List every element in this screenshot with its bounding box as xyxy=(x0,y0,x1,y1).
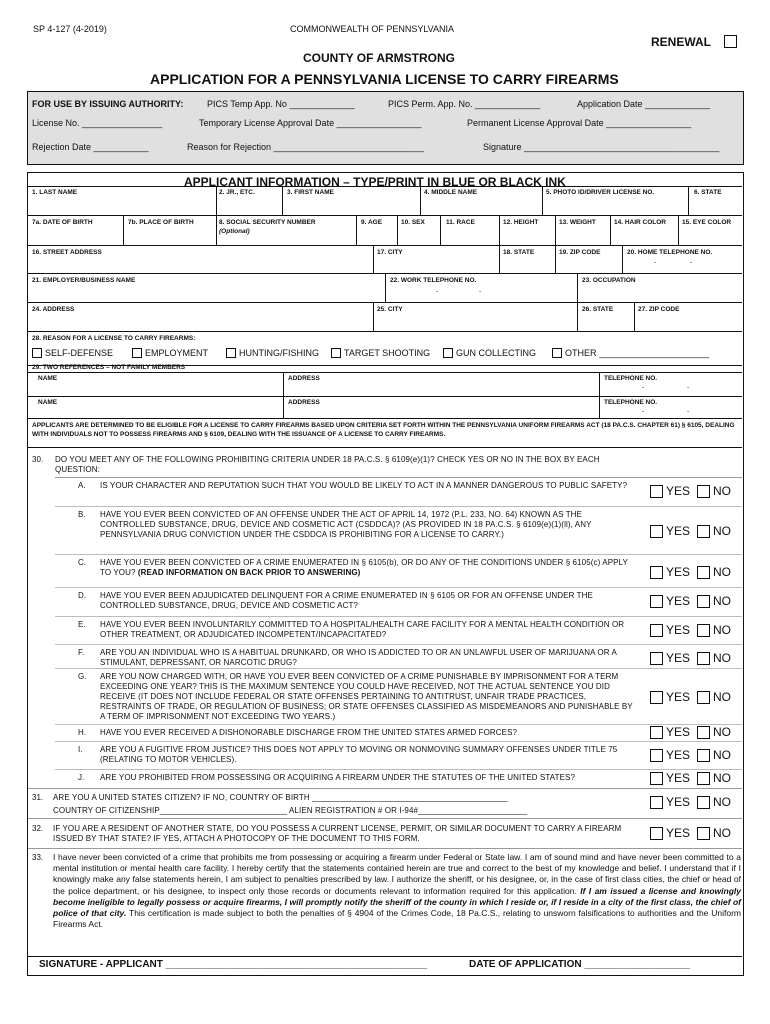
last-name-label: 1. LAST NAME xyxy=(32,189,78,196)
q30-item-question: HAVE YOU EVER BEEN CONVICTED OF AN OFFENSE UNDER THE ACT OF APRIL 14, 1972 (P.L. 233, NO. 64) KNOWN AS THE CONTROLLED SUBSTANCE, DRUG, DEVICE AND COSMETIC ACT (CSDDCA)? (AS PROVIDED IN 18 PA.C.S. § 6109(e)(1)(ll), ANY PENNSYLVANIA DRUG CONVICTION UNDER THE CSDDCA IS PROHIBITING FOR A LICENSE TO CARRY.) xyxy=(100,510,592,539)
q30-item-letter: I. xyxy=(78,745,83,754)
no-label: NO xyxy=(713,565,732,579)
work-phone-dash-1: - xyxy=(436,288,439,295)
q30-answer[interactable] xyxy=(650,651,731,665)
home-phone-dash-1: - xyxy=(654,259,657,266)
ssn-label: 8. SOCIAL SECURITY NUMBER xyxy=(219,219,316,226)
q30-item-letter: H. xyxy=(78,728,86,737)
q30-item-question: HAVE YOU EVER BEEN ADJUDICATED DELINQUENT FOR A CRIME ENUMERATED IN § 6105 OR FOR AN OFFENSE UNDER THE CONTROLLED SUBSTANCE, DRUG, DEVICE AND COSMETIC ACT? xyxy=(100,591,593,610)
home-phone-label: 20. HOME TELEPHONE NO. xyxy=(627,249,713,256)
q32-number: 32. xyxy=(32,824,44,833)
ref1-phone-label: TELEPHONE NO. xyxy=(604,375,658,382)
q30-item-text xyxy=(100,558,637,578)
city-label: 17. CITY xyxy=(377,249,403,256)
q30-item-question: ARE YOU PROHIBITED FROM POSSESSING OR ACQUIRING A FIREARM UNDER THE STATUTES OF THE UNITED STATES? xyxy=(100,773,576,782)
license-no-field[interactable]: License No. ________________ xyxy=(32,118,163,128)
state-18-label: 18. STATE xyxy=(503,249,535,256)
hunting-checkbox[interactable] xyxy=(226,348,236,358)
q32-answer[interactable]: YES NO xyxy=(650,826,731,840)
height-label: 12. HEIGHT xyxy=(503,219,539,226)
yes-label: YES xyxy=(666,484,691,498)
jr-label: 2. JR., ETC. xyxy=(219,189,255,196)
q30-item-bold-note: (READ INFORMATION ON BACK PRIOR TO ANSWERING) xyxy=(137,568,361,577)
no-label: NO xyxy=(713,651,732,665)
other-checkbox[interactable] xyxy=(552,348,562,358)
pics-perm-field[interactable]: PICS Perm. App. No. _____________ xyxy=(388,99,541,109)
place-of-birth-label: 7b. PLACE OF BIRTH xyxy=(128,219,194,226)
ref2-phone-label: TELEPHONE NO. xyxy=(604,399,658,406)
no-label: NO xyxy=(713,771,732,785)
photo-id-label: 5. PHOTO ID/DRIVER LICENSE NO. xyxy=(546,189,655,196)
q30-answer[interactable] xyxy=(650,484,731,498)
no-label: NO xyxy=(713,623,732,637)
q30-item-text xyxy=(100,745,637,765)
state-label: 6. STATE xyxy=(694,189,722,196)
q30-item-text xyxy=(100,648,637,668)
occupation-label: 23. OCCUPATION xyxy=(582,277,636,284)
applicant-heading: APPLICANT INFORMATION – TYPE/PRINT IN BLUE OR BLACK INK xyxy=(184,175,566,189)
reason-self-defense[interactable]: SELF-DEFENSE xyxy=(32,348,113,358)
references-label: 29. TWO REFERENCES – NOT FAMILY MEMBERS xyxy=(32,364,186,371)
yes-checkbox[interactable] xyxy=(650,772,663,785)
zip-label: 19. ZIP CODE xyxy=(559,249,601,256)
ref2-dash-1: - xyxy=(642,408,645,415)
no-label: NO xyxy=(713,748,732,762)
street-address-label: 16. STREET ADDRESS xyxy=(32,249,102,256)
no-checkbox[interactable] xyxy=(697,595,710,608)
no-checkbox[interactable] xyxy=(697,485,710,498)
no-label: NO xyxy=(713,594,732,608)
q31-line2: COUNTRY OF CITIZENSHIP____________________________ ALIEN REGISTRATION # OR I-94#________________________ xyxy=(53,806,528,815)
no-checkbox[interactable] xyxy=(697,691,710,704)
reason-gun-collecting[interactable]: GUN COLLECTING xyxy=(443,348,536,358)
age-label: 9. AGE xyxy=(361,219,383,226)
q30-item-question: ARE YOU A FUGITIVE FROM JUSTICE? THIS DOES NOT APPLY TO MOVING OR NONMOVING SUMMARY OFFENSES UNDER TITLE 75 (RELATING TO MOTOR VEHICLES). xyxy=(100,745,618,764)
q30-item-letter: C. xyxy=(78,558,86,567)
self-defense-checkbox[interactable] xyxy=(32,348,42,358)
work-phone-label: 22. WORK TELEPHONE NO. xyxy=(390,277,477,284)
weight-label: 13. WEIGHT xyxy=(559,219,596,226)
q30-item-letter: J. xyxy=(78,773,85,782)
q31-answer[interactable]: YES NO xyxy=(650,795,731,809)
ref1-name-label: NAME xyxy=(38,375,58,382)
q33-text-1: I have never been convicted of a crime that prohibits me from possessing or acquiring a firearm under Federal or State law. I am of sound mind and have never been committed to a mental institution or mental health care facility. I hereby certify that the statements contained herein are true and correct to the best of my knowledge and belief. I understand that if I knowingly make any false statements herein, I am subject to penalties prescribed by law. I authorize the sheriff, or his designee, or, in the case of first class cities, the chief or head of the police department, or his designee, to inspect only those records or documents relevant to information required for this application. xyxy=(53,852,741,896)
q30-answer[interactable] xyxy=(650,594,731,608)
q33-number: 33. xyxy=(32,853,44,862)
ref2-name-label: NAME xyxy=(38,399,58,406)
yes-checkbox[interactable] xyxy=(650,652,663,665)
hair-color-label: 14. HAIR COLOR xyxy=(614,219,667,226)
perm-approval-field[interactable]: Permanent License Approval Date _________________ xyxy=(467,118,692,128)
q30-item-letter: E. xyxy=(78,620,86,629)
date-of-application-field[interactable]: DATE OF APPLICATION ___________________ xyxy=(469,959,691,970)
yes-label: YES xyxy=(666,771,691,785)
reason-target-shooting[interactable]: TARGET SHOOTING xyxy=(331,348,430,358)
work-phone-dash-2: - xyxy=(479,288,482,295)
yes-checkbox[interactable] xyxy=(650,485,663,498)
no-label: NO xyxy=(713,484,732,498)
yes-checkbox[interactable] xyxy=(650,749,663,762)
q33-text-2: This certification is made subject to both the penalties of § 4904 of the Crimes Code, 18 Pa.C.S., relating to unsworn falsifications to authorities and the Uniform Firearms Act. xyxy=(53,908,741,930)
q30-item-letter: F. xyxy=(78,648,85,657)
q30-item-text xyxy=(100,591,637,611)
q30-item-text xyxy=(100,481,637,491)
reason-employment[interactable]: EMPLOYMENT xyxy=(132,348,208,358)
ssn-optional-label: (Optional) xyxy=(219,228,250,235)
reason-hunting[interactable]: HUNTING/FISHING xyxy=(226,348,319,358)
first-name-label: 3. FIRST NAME xyxy=(287,189,334,196)
q30-text: DO YOU MEET ANY OF THE FOLLOWING PROHIBITING CRITERIA UNDER 18 PA.C.S. § 6109(e)(1)? CHECK YES OR NO IN THE BOX BY EACH QUESTION: xyxy=(55,455,600,474)
dob-label: 7a. DATE OF BIRTH xyxy=(32,219,93,226)
no-checkbox[interactable] xyxy=(697,749,710,762)
q31-yes-checkbox[interactable] xyxy=(650,796,663,809)
yes-label: YES xyxy=(666,565,691,579)
yes-checkbox[interactable] xyxy=(650,624,663,637)
q31-line1: ARE YOU A UNITED STATES CITIZEN? IF NO, COUNTRY OF BIRTH ___________________________________________ xyxy=(53,793,508,802)
no-checkbox[interactable] xyxy=(697,726,710,739)
q31-no-checkbox[interactable] xyxy=(697,796,710,809)
pics-temp-field[interactable]: PICS Temp App. No _____________ xyxy=(207,99,355,109)
q30-answer[interactable] xyxy=(650,725,731,739)
applicant-signature-field[interactable]: SIGNATURE - APPLICANT _______________________________________________ xyxy=(39,959,428,970)
application-date-field[interactable]: Application Date _____________ xyxy=(577,99,711,109)
race-label: 11. RACE xyxy=(446,219,475,226)
rejection-date-field[interactable]: Rejection Date ___________ xyxy=(32,142,149,152)
reason-rejection-field[interactable]: Reason for Rejection ______________________________ xyxy=(187,142,424,152)
yes-checkbox[interactable] xyxy=(650,595,663,608)
commonwealth-label: COMMONWEALTH OF PENNSYLVANIA xyxy=(290,24,455,34)
yes-label: YES xyxy=(666,725,691,739)
ref1-dash-1: - xyxy=(642,384,645,391)
middle-name-label: 4. MIDDLE NAME xyxy=(424,189,478,196)
yes-label: YES xyxy=(666,623,691,637)
employment-checkbox[interactable] xyxy=(132,348,142,358)
city-25-label: 25. CITY xyxy=(377,306,403,313)
yes-label: YES xyxy=(666,690,691,704)
q30-answer[interactable] xyxy=(650,565,731,579)
no-checkbox[interactable] xyxy=(697,566,710,579)
q30-item-letter: D. xyxy=(78,591,86,600)
q30-answer[interactable] xyxy=(650,748,731,762)
reason-label: 28. REASON FOR A LICENSE TO CARRY FIREARMS: xyxy=(32,335,196,342)
yes-checkbox[interactable] xyxy=(650,566,663,579)
q32-yes-checkbox[interactable] xyxy=(650,827,663,840)
yes-label: YES xyxy=(666,651,691,665)
ref2-dash-2: - xyxy=(687,408,690,415)
renewal-label: RENEWAL xyxy=(651,35,711,49)
for-use-label: FOR USE BY ISSUING AUTHORITY: xyxy=(32,99,184,109)
q30-item-letter: A. xyxy=(78,481,86,490)
q32-no-checkbox[interactable] xyxy=(697,827,710,840)
no-label: NO xyxy=(713,725,732,739)
zip-27-label: 27. ZIP CODE xyxy=(638,306,680,313)
no-checkbox[interactable] xyxy=(697,624,710,637)
sex-label: 10. SEX xyxy=(401,219,425,226)
no-label: NO xyxy=(713,524,732,538)
q30-answer[interactable] xyxy=(650,771,731,785)
address-label: 24. ADDRESS xyxy=(32,306,75,313)
yes-checkbox[interactable] xyxy=(650,691,663,704)
q30-answer[interactable] xyxy=(650,623,731,637)
authority-signature-field[interactable]: Signature _______________________________________ xyxy=(483,142,720,152)
q30-item-text xyxy=(100,773,637,783)
employer-label: 21. EMPLOYER/BUSINESS NAME xyxy=(32,277,136,284)
no-checkbox[interactable] xyxy=(697,772,710,785)
q30-item-text xyxy=(100,510,637,540)
q30-item-text xyxy=(100,728,637,738)
temp-approval-field[interactable]: Temporary License Approval Date _________________ xyxy=(199,118,422,128)
county-title: COUNTY OF ARMSTRONG xyxy=(303,51,455,65)
q31-number: 31. xyxy=(32,793,44,802)
q30-item-text xyxy=(100,672,637,722)
q30-answer[interactable] xyxy=(650,524,731,538)
q30-item-question: HAVE YOU EVER RECEIVED A DISHONORABLE DISCHARGE FROM THE UNITED STATES ARMED FORCES? xyxy=(100,728,518,737)
q30-item-question: HAVE YOU EVER BEEN INVOLUNTARILY COMMITTED TO A HOSPITAL/HEALTH CARE FACILITY FOR A MENTAL HEALTH CONDITION OR OTHER TREATMENT, OR ADJUDICATED INCOMPETENT/INCAPACITATED? xyxy=(100,620,625,639)
gun-collecting-checkbox[interactable] xyxy=(443,348,453,358)
q30-item-letter: B. xyxy=(78,510,86,519)
no-checkbox[interactable] xyxy=(697,525,710,538)
q30-item-letter: G. xyxy=(78,672,87,681)
ref1-address-label: ADDRESS xyxy=(288,375,320,382)
reason-other[interactable]: OTHER ______________________ xyxy=(552,348,709,358)
yes-label: YES xyxy=(666,524,691,538)
q30-item-question: ARE YOU NOW CHARGED WITH, OR HAVE YOU EVER BEEN CONVICTED OF A CRIME PUNISHABLE BY IMPRISONMENT FOR A TERM EXCEEDING ONE YEAR? THIS IS THE MAXIMUM SENTENCE YOU COULD HAVE RECEIVED, NOT THE ACTUAL SENTENCE YOU DID RECEIVE (IT DOES NOT INCLUDE FEDERAL OR STATE OFFENSES PERTAINING TO ANTITRUST, UNFAIR TRADE PRACTICES, RESTRAINTS OF TRADE, OR REGULATION OF BUSINESS; OR STATE OFFENSES CLASSIFIED AS MISDEMEANORS AND PUNISHABLE BY A TERM OF IMPRISONMENT NOT EXCEEDING TWO YEARS.) xyxy=(100,672,633,721)
q33-certification xyxy=(53,852,741,930)
yes-label: YES xyxy=(666,748,691,762)
q30-number: 30. xyxy=(32,455,44,464)
target-shooting-checkbox[interactable] xyxy=(331,348,341,358)
yes-label: YES xyxy=(666,594,691,608)
page-title: APPLICATION FOR A PENNSYLVANIA LICENSE TO CARRY FIREARMS xyxy=(150,71,619,87)
q30-item-question: IS YOUR CHARACTER AND REPUTATION SUCH THAT YOU WOULD BE LIKELY TO ACT IN A MANNER DANGEROUS TO PUBLIC SAFETY? xyxy=(100,481,628,490)
eye-color-label: 15. EYE COLOR xyxy=(682,219,732,226)
q33-bold: If I am issued a license and knowingly become ineligible to legally possess or acquire firearms, I will promptly notify the sheriff of the county in which I reside or, if I reside in a city of the first class, the chief of police of that city. xyxy=(53,885,741,919)
yes-checkbox[interactable] xyxy=(650,726,663,739)
renewal-checkbox[interactable] xyxy=(724,35,737,48)
home-phone-dash-2: - xyxy=(690,259,693,266)
eligibility-text: APPLICANTS ARE DETERMINED TO BE ELIGIBLE FOR A LICENSE TO CARRY FIREARMS BASED UPON CRITERIA SET FORTH WITHIN THE PENNSYLVANIA UNIFORM FIREARMS ACT (18 PA.C.S. CHAPTER 61) § 6105, DEALING WITH INDIVIDUALS NOT TO POSSESS FIREARMS AND § 6109, DEALING WITH THE ISSUANCE OF A LICENSE TO CARRY FIREARMS. xyxy=(32,422,735,438)
ref2-address-label: ADDRESS xyxy=(288,399,320,406)
q30-item-question: HAVE YOU EVER BEEN CONVICTED OF A CRIME ENUMERATED IN § 6105(b), OR DO ANY OF THE CONDITIONS UNDER § 6105(c) APPLY TO YOU? xyxy=(100,558,628,577)
q30-item-text xyxy=(100,620,637,640)
ref1-dash-2: - xyxy=(687,384,690,391)
q30-answer[interactable] xyxy=(650,690,731,704)
no-label: NO xyxy=(713,690,732,704)
state-26-label: 26. STATE xyxy=(582,306,614,313)
form-id: SP 4-127 (4-2019) xyxy=(33,24,107,34)
q30-item-question: ARE YOU AN INDIVIDUAL WHO IS A HABITUAL DRUNKARD, OR WHO IS ADDICTED TO OR AN UNLAWFUL USER OF MARIJUANA OR A STIMULANT, DEPRESSANT, OR NARCOTIC DRUG? xyxy=(100,648,617,667)
no-checkbox[interactable] xyxy=(697,652,710,665)
yes-checkbox[interactable] xyxy=(650,525,663,538)
q32-text: IF YOU ARE A RESIDENT OF ANOTHER STATE, DO YOU POSSESS A CURRENT LICENSE, PERMIT, OR SIMILAR DOCUMENT TO CARRY A FIREARM ISSUED BY THAT STATE? IF YES, ATTACH A PHOTOCOPY OF THE DOCUMENT TO THIS FORM. xyxy=(53,824,622,843)
